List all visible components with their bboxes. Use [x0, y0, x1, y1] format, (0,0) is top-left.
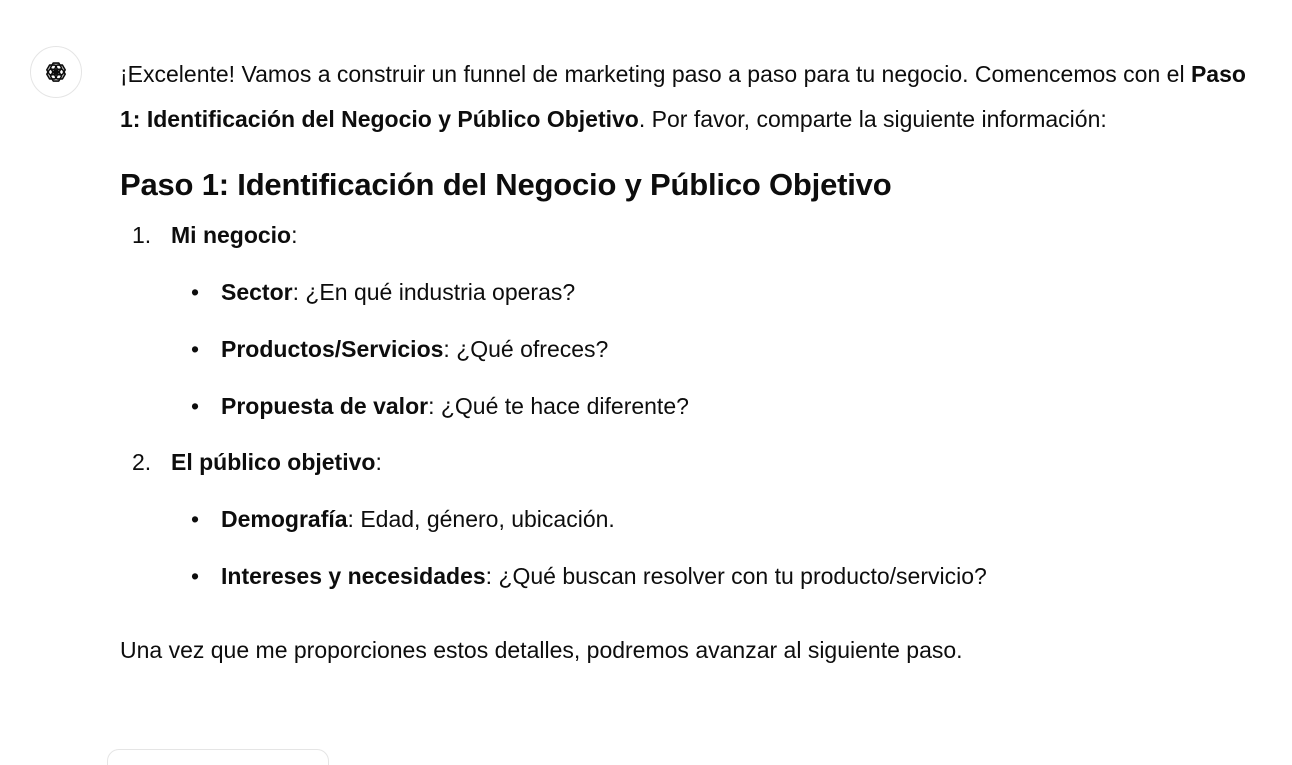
step-item — [120, 218, 1260, 423]
bullet-marker: • — [191, 506, 200, 532]
step-title: Mi negocio — [171, 222, 292, 248]
section-heading: Paso 1: Identificación del Negocio y Público Objetivo — [120, 167, 892, 202]
step-number: 1. — [132, 222, 152, 248]
item-text: : ¿En qué industria operas? — [292, 279, 576, 305]
list-item — [171, 275, 1260, 309]
step-title-suffix: : — [375, 449, 382, 475]
step-item — [120, 445, 1260, 593]
item-label: Intereses y necesidades — [221, 563, 486, 589]
bullet-marker: • — [191, 279, 200, 305]
item-label: Sector — [221, 279, 293, 305]
openai-logo-icon — [41, 57, 71, 87]
message-actions-bar[interactable] — [107, 749, 329, 765]
list-item — [171, 389, 1260, 423]
list-item — [171, 502, 1260, 536]
list-item — [171, 559, 1260, 593]
item-text: : ¿Qué te hace diferente? — [428, 393, 689, 419]
intro-bold-text: Paso 1: Identificación del Negocio y Público Objetivo — [120, 61, 1246, 132]
bullet-marker: • — [191, 393, 200, 419]
intro-text-end: . Por favor, comparte la siguiente información: — [638, 105, 1107, 132]
assistant-message — [120, 52, 1260, 667]
bullet-marker: • — [191, 563, 200, 589]
intro-paragraph — [120, 52, 1260, 141]
item-label: Demografía — [221, 506, 348, 532]
step-title: El público objetivo — [171, 449, 376, 475]
step-number: 2. — [132, 449, 152, 475]
step-sublist — [171, 502, 1260, 593]
item-label: Propuesta de valor — [221, 393, 429, 419]
assistant-avatar — [30, 46, 82, 98]
step-sublist — [171, 275, 1260, 423]
item-text: : ¿Qué buscan resolver con tu producto/servicio? — [485, 563, 987, 589]
item-text: : Edad, género, ubicación. — [347, 506, 615, 532]
closing-paragraph: Una vez que me proporciones estos detalles, podremos avanzar al siguiente paso. — [120, 637, 963, 663]
steps-list — [120, 218, 1260, 593]
step-title-suffix: : — [291, 222, 298, 248]
intro-text: ¡Excelente! Vamos a construir un funnel de marketing paso a paso para tu negocio. Comencemos con el — [120, 61, 1191, 87]
bullet-marker: • — [191, 336, 200, 362]
item-text: : ¿Qué ofreces? — [443, 336, 609, 362]
list-item — [171, 332, 1260, 366]
item-label: Productos/Servicios — [221, 336, 444, 362]
